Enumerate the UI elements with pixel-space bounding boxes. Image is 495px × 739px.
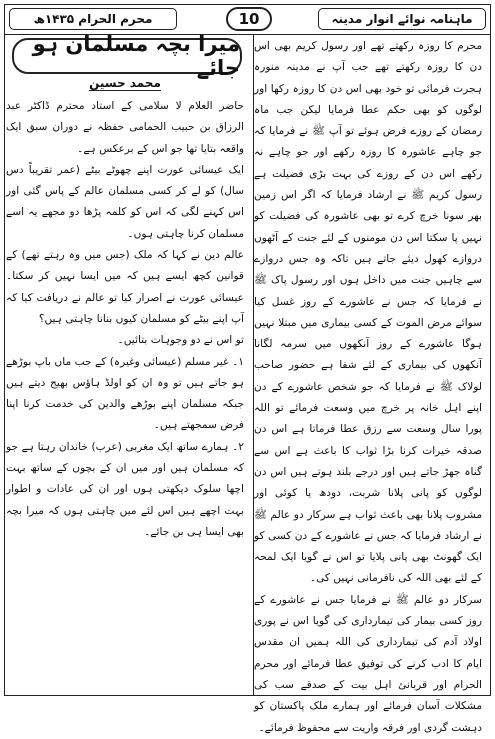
right-paragraph-2: سرکار دو عالم ﷺ نے فرمایا جس نے عاشورے کے روز کسی بیمار کی تیمارداری کی گویا اس نے پوری اولاد آدم کی تیمارداری کی اللہ ہمیں ان مقدس ایام کا ادب کرنے کی توفیق عطا فرمائے اور محرم الحرام اور قربانئ اہل بیت کے صدقے سب کی مشکلات آسان فرمائے اور ہمارے ملک پاکستان کو دہشت گردی اور فرقہ واریت سے محفوظ فرمائے۔ bbox=[254, 593, 482, 734]
left-column bbox=[6, 96, 244, 690]
article-title: میرا بچہ مسلمان ہو جائے bbox=[32, 32, 240, 80]
right-column bbox=[254, 36, 482, 734]
article-title-box bbox=[12, 32, 242, 80]
left-paragraph-1: حاضر العلام لا سلامی کے استاد محترم ڈاکٹر عبد الرزاق بن حبیب الحمامی حفظہ نے دوران سبق ایک واقعہ بتایا تھا جو اس کے برعکس ہے۔ bbox=[6, 100, 244, 155]
left-paragraph-6: ۲۔ ہمارے ساتھ ایک مغربی (عرب) خاندان رہتا ہے جو کہ مسلمان ہیں اور میں ان کے بچوں کے ساتھ بہت اچھا سلوک دیکھتی ہوں اور ان کی عادات و اطوار بہت اچھے ہیں اس لئے میں چاہتی ہوں کہ میرا بچہ بھی ایسا ہی بن جائے۔ bbox=[6, 440, 244, 538]
magazine-name-box bbox=[318, 8, 486, 30]
page-number-badge bbox=[226, 7, 272, 31]
article-author bbox=[60, 76, 190, 90]
author-name: محمد حسین bbox=[89, 76, 161, 90]
left-paragraph-3: عالم دین نے کہا کہ ملک (جس میں وہ رہتے تھے) کے قوانین کچھ ایسے ہیں کہ میں ایسا نہیں کر سکتا۔ عیسائی عورت نے اصرار کیا تو عالم نے دریافت کیا کہ آپ اپنے بیٹے کو مسلمان کیوں بنانا چاہتی ہیں؟ bbox=[6, 249, 244, 325]
page-number: 10 bbox=[238, 10, 260, 28]
left-paragraph-4: تو اس نے دو وجوہات بتائیں۔ bbox=[117, 334, 244, 347]
left-paragraph-2: ایک عیسائی عورت اپنے چھوٹے بیٹے (عمر تقریباً دس سال) کو لے کر کسی مسلمان عالم کے پاس گئی اور اس کہنے لگی کہ اس کو کلمہ پڑھا دو مجھے یہ اسے مسلمان کرنا چاہتی ہوں۔ bbox=[6, 163, 244, 240]
page-header bbox=[5, 5, 490, 35]
issue-date-box bbox=[9, 8, 177, 30]
right-paragraph-1: محرم کا روزہ رکھتے تھے اور رسول کریم بھی اس دن کا روزہ رکھتے تھے جب آپ نے مدینہ منورہ ہجرت فرمائی تو خود بھی اس دن کا روزہ رکھا اور لوگوں کو بھی حکم عطا فرمایا لیکن جب ماہ رمضان کے روزے فرض ہوئے تو آپ ﷺ نے فرمایا کہ جو چاہے عاشورہ کا روزہ رکھے اور جو چاہے نہ رکھے اس دن کے روزے کی بہت بڑی فضیلت ہے رسول کریم ﷺ نے ارشاد فرمایا کہ اگر اس زمین بھر سونا خرچ کرے تو بھی عاشورہ کی فضیلت کو نہیں پا سکتا اس دن مومنوں کے لئے جنت کے آٹھوں دروازے کھول دیئے جاتے ہیں تاکہ وہ جس دروازے سے چاہیں جنت میں داخل ہوں اور رسول پاک ﷺ نے فرمایا کہ جس نے عاشورے کے روز غسل کیا سوائے مرض الموت کے کسی بیماری میں مبتلا نہیں ہوگا عاشورے کے روز آنکھوں میں سرمہ لگانا آنکھوں کی بیماری کے لئے شفا ہے حضور صاحب لولاک ﷺ نے فرمایا کہ جو شخص عاشورے کے دن اپنے اہل خانہ پر خرچ میں وسعت فرمائے تو اللہ پورا سال وسعت سے رزق عطا فرماتا ہے اس دن صدقہ خیرات کرنا بڑا ثواب کا باعث ہے اس سے گناہ جھڑ جاتے ہیں اور درجے بلند ہوتے ہیں اس دن لوگوں کو پانی پلانا شربت، دودھ یا کوئی اور مشروب پلانا بھی باعث ثواب ہے سرکار دو عالم ﷺ نے ارشاد فرمایا کہ جس نے عاشورے کے دن کسی کو ایک گھونٹ بھی پانی پلایا تو اس نے گویا ایک لمحہ کے لئے بھی اللہ کی نافرمانی نہیں کی۔ bbox=[254, 40, 482, 585]
magazine-name: ماہنامہ نوائے انوار مدینہ bbox=[331, 12, 473, 26]
issue-date: محرم الحرام ۱۴۳۵ھ bbox=[33, 12, 153, 26]
left-paragraph-5: ۱۔ غیر مسلم (عیسائی وغیرہ) کے جب ماں باپ بوڑھے ہو جاتے ہیں تو وہ ان کو اولڈ ہاؤس بھیج دیتے ہیں جبکہ مسلمان اپنے بوڑھے والدین کی خدمت کرنا اپنا فرض سمجھتے ہیں۔ bbox=[6, 355, 244, 432]
